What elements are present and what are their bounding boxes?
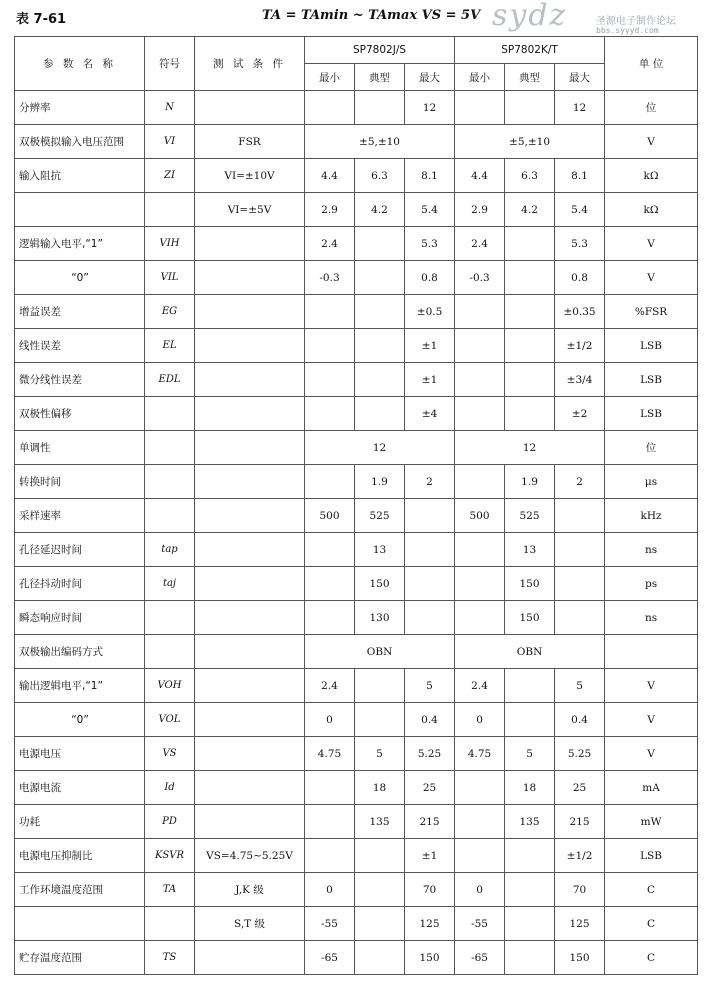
test-condition bbox=[195, 261, 305, 295]
header-min: 最小 bbox=[455, 64, 505, 91]
param-symbol bbox=[145, 397, 195, 431]
param-name: 瞬态响应时间 bbox=[15, 601, 145, 635]
param-symbol: VOL bbox=[145, 703, 195, 737]
unit-cell: 位 bbox=[605, 431, 698, 465]
param-name: 电源电流 bbox=[15, 771, 145, 805]
spanned-value: 12 bbox=[455, 431, 605, 465]
unit-cell: C bbox=[605, 941, 698, 975]
value-min bbox=[305, 839, 355, 873]
param-symbol: VOH bbox=[145, 669, 195, 703]
table-row bbox=[15, 669, 698, 703]
value-max: 215 bbox=[405, 805, 455, 839]
test-condition bbox=[195, 737, 305, 771]
value-typ bbox=[355, 703, 405, 737]
value-typ bbox=[505, 91, 555, 125]
param-symbol: TS bbox=[145, 941, 195, 975]
value-max: 70 bbox=[555, 873, 605, 907]
unit-cell: ps bbox=[605, 567, 698, 601]
spanned-value: OBN bbox=[455, 635, 605, 669]
value-max bbox=[555, 567, 605, 601]
value-typ bbox=[505, 669, 555, 703]
value-typ bbox=[355, 669, 405, 703]
param-symbol bbox=[145, 465, 195, 499]
param-name: 采样速率 bbox=[15, 499, 145, 533]
value-max bbox=[405, 567, 455, 601]
unit-cell: mA bbox=[605, 771, 698, 805]
table-row bbox=[15, 873, 698, 907]
table-row bbox=[15, 431, 698, 465]
param-symbol: tap bbox=[145, 533, 195, 567]
header-symbol: 符号 bbox=[145, 37, 195, 91]
value-min bbox=[305, 567, 355, 601]
param-symbol bbox=[145, 601, 195, 635]
value-typ: 5 bbox=[505, 737, 555, 771]
value-max: 25 bbox=[555, 771, 605, 805]
value-typ: 13 bbox=[505, 533, 555, 567]
test-condition bbox=[195, 771, 305, 805]
value-max bbox=[405, 601, 455, 635]
header-group2: SP7802K/T bbox=[455, 37, 605, 64]
value-min bbox=[455, 295, 505, 329]
header-param: 参 数 名 称 bbox=[15, 37, 145, 91]
spanned-value: 12 bbox=[305, 431, 455, 465]
spanned-value: ±5,±10 bbox=[305, 125, 455, 159]
value-max: ±1 bbox=[405, 363, 455, 397]
param-symbol: N bbox=[145, 91, 195, 125]
table-row bbox=[15, 397, 698, 431]
value-min: -0.3 bbox=[455, 261, 505, 295]
test-condition bbox=[195, 465, 305, 499]
value-typ: 5 bbox=[355, 737, 405, 771]
value-max: ±0.5 bbox=[405, 295, 455, 329]
value-typ bbox=[355, 363, 405, 397]
value-typ bbox=[505, 941, 555, 975]
param-symbol: Id bbox=[145, 771, 195, 805]
value-max: ±4 bbox=[405, 397, 455, 431]
unit-cell: V bbox=[605, 125, 698, 159]
unit-cell: kΩ bbox=[605, 159, 698, 193]
table-row bbox=[15, 703, 698, 737]
value-typ bbox=[355, 873, 405, 907]
param-symbol: ZI bbox=[145, 159, 195, 193]
value-typ bbox=[505, 227, 555, 261]
param-name: 增益误差 bbox=[15, 295, 145, 329]
value-max bbox=[405, 533, 455, 567]
param-name bbox=[15, 193, 145, 227]
param-name: 功耗 bbox=[15, 805, 145, 839]
value-typ bbox=[355, 839, 405, 873]
value-max: ±2 bbox=[555, 397, 605, 431]
value-typ: 18 bbox=[355, 771, 405, 805]
spec-table bbox=[14, 36, 698, 975]
value-min bbox=[455, 91, 505, 125]
value-max: 5.4 bbox=[555, 193, 605, 227]
param-symbol bbox=[145, 193, 195, 227]
value-min bbox=[455, 839, 505, 873]
unit-cell: V bbox=[605, 737, 698, 771]
param-name: 线性误差 bbox=[15, 329, 145, 363]
watermark-logo bbox=[488, 2, 705, 38]
value-min bbox=[455, 771, 505, 805]
value-typ: 18 bbox=[505, 771, 555, 805]
value-max: 5.25 bbox=[405, 737, 455, 771]
table-row bbox=[15, 227, 698, 261]
param-symbol: PD bbox=[145, 805, 195, 839]
param-name: 双极性偏移 bbox=[15, 397, 145, 431]
unit-cell: C bbox=[605, 907, 698, 941]
value-typ bbox=[355, 329, 405, 363]
table-row bbox=[15, 941, 698, 975]
header-max: 最大 bbox=[555, 64, 605, 91]
value-min bbox=[455, 329, 505, 363]
value-typ: 4.2 bbox=[505, 193, 555, 227]
value-min: 4.75 bbox=[455, 737, 505, 771]
value-max: 125 bbox=[405, 907, 455, 941]
value-min: -65 bbox=[305, 941, 355, 975]
value-max: 5 bbox=[555, 669, 605, 703]
value-typ bbox=[355, 907, 405, 941]
value-max bbox=[555, 533, 605, 567]
value-max: 0.8 bbox=[555, 261, 605, 295]
value-typ: 150 bbox=[355, 567, 405, 601]
value-typ bbox=[505, 839, 555, 873]
spanned-value: OBN bbox=[305, 635, 455, 669]
value-min: 0 bbox=[455, 873, 505, 907]
table-row bbox=[15, 193, 698, 227]
value-max: 70 bbox=[405, 873, 455, 907]
value-typ bbox=[505, 703, 555, 737]
value-min: 4.4 bbox=[305, 159, 355, 193]
value-min: 2.9 bbox=[305, 193, 355, 227]
unit-cell: ns bbox=[605, 601, 698, 635]
unit-cell: mW bbox=[605, 805, 698, 839]
value-typ: 4.2 bbox=[355, 193, 405, 227]
test-condition bbox=[195, 941, 305, 975]
param-symbol bbox=[145, 499, 195, 533]
table-row bbox=[15, 91, 698, 125]
unit-cell: V bbox=[605, 227, 698, 261]
table-row bbox=[15, 499, 698, 533]
value-min: 2.4 bbox=[455, 227, 505, 261]
value-typ: 150 bbox=[505, 601, 555, 635]
test-condition: VS=4.75~5.25V bbox=[195, 839, 305, 873]
value-min: -55 bbox=[305, 907, 355, 941]
header-typ: 典型 bbox=[355, 64, 405, 91]
table-row bbox=[15, 805, 698, 839]
value-typ: 150 bbox=[505, 567, 555, 601]
value-max bbox=[555, 601, 605, 635]
param-name: 转换时间 bbox=[15, 465, 145, 499]
value-min: 0 bbox=[305, 873, 355, 907]
site-name: 圣源电子制作论坛 bbox=[596, 16, 676, 27]
value-typ: 6.3 bbox=[355, 159, 405, 193]
table-row bbox=[15, 771, 698, 805]
value-min bbox=[455, 363, 505, 397]
value-min: 500 bbox=[305, 499, 355, 533]
test-condition: VI=±5V bbox=[195, 193, 305, 227]
value-min: -65 bbox=[455, 941, 505, 975]
test-condition bbox=[195, 295, 305, 329]
value-max: 5.25 bbox=[555, 737, 605, 771]
table-row bbox=[15, 261, 698, 295]
test-condition bbox=[195, 567, 305, 601]
param-name: 输出逻辑电平,“1” bbox=[15, 669, 145, 703]
value-max: 0.4 bbox=[555, 703, 605, 737]
value-min bbox=[305, 329, 355, 363]
value-min: 2.4 bbox=[305, 227, 355, 261]
param-name: 微分线性误差 bbox=[15, 363, 145, 397]
header-min: 最小 bbox=[305, 64, 355, 91]
value-min bbox=[305, 533, 355, 567]
value-max: ±3/4 bbox=[555, 363, 605, 397]
test-condition bbox=[195, 227, 305, 261]
value-typ: 13 bbox=[355, 533, 405, 567]
test-condition: S,T 级 bbox=[195, 907, 305, 941]
value-max: ±0.35 bbox=[555, 295, 605, 329]
value-min bbox=[455, 397, 505, 431]
value-min bbox=[305, 91, 355, 125]
unit-cell bbox=[605, 635, 698, 669]
unit-cell: LSB bbox=[605, 839, 698, 873]
value-min bbox=[305, 601, 355, 635]
value-typ: 1.9 bbox=[505, 465, 555, 499]
test-condition bbox=[195, 397, 305, 431]
test-condition bbox=[195, 431, 305, 465]
value-typ: 135 bbox=[505, 805, 555, 839]
value-typ: 1.9 bbox=[355, 465, 405, 499]
value-min: 2.9 bbox=[455, 193, 505, 227]
param-name: 双极输出编码方式 bbox=[15, 635, 145, 669]
test-conditions: TA = TAmin ~ TAmax VS = 5V bbox=[262, 8, 481, 23]
value-max: ±1 bbox=[405, 839, 455, 873]
table-row bbox=[15, 635, 698, 669]
unit-cell: %FSR bbox=[605, 295, 698, 329]
value-max: 150 bbox=[405, 941, 455, 975]
value-max: 8.1 bbox=[405, 159, 455, 193]
param-symbol bbox=[145, 431, 195, 465]
value-min: 2.4 bbox=[305, 669, 355, 703]
unit-cell: kHz bbox=[605, 499, 698, 533]
value-min bbox=[455, 567, 505, 601]
value-min: -0.3 bbox=[305, 261, 355, 295]
test-condition bbox=[195, 363, 305, 397]
param-symbol bbox=[145, 635, 195, 669]
value-max: 8.1 bbox=[555, 159, 605, 193]
value-min bbox=[305, 363, 355, 397]
value-typ bbox=[505, 873, 555, 907]
param-name: 电源电压抑制比 bbox=[15, 839, 145, 873]
param-symbol: taj bbox=[145, 567, 195, 601]
param-name: 逻辑输入电平,“1” bbox=[15, 227, 145, 261]
param-symbol: VI bbox=[145, 125, 195, 159]
param-symbol: KSVR bbox=[145, 839, 195, 873]
value-typ: 135 bbox=[355, 805, 405, 839]
param-name: 贮存温度范围 bbox=[15, 941, 145, 975]
table-row bbox=[15, 907, 698, 941]
test-condition bbox=[195, 635, 305, 669]
value-typ bbox=[505, 363, 555, 397]
param-name: 输入阻抗 bbox=[15, 159, 145, 193]
value-max: 0.8 bbox=[405, 261, 455, 295]
value-max: 0.4 bbox=[405, 703, 455, 737]
value-min bbox=[305, 805, 355, 839]
unit-cell: kΩ bbox=[605, 193, 698, 227]
value-min bbox=[305, 397, 355, 431]
value-min: 0 bbox=[455, 703, 505, 737]
value-max: 5.4 bbox=[405, 193, 455, 227]
value-min: 500 bbox=[455, 499, 505, 533]
table-row bbox=[15, 533, 698, 567]
table-row bbox=[15, 295, 698, 329]
value-typ bbox=[505, 397, 555, 431]
value-typ: 6.3 bbox=[505, 159, 555, 193]
table-row bbox=[15, 363, 698, 397]
param-name bbox=[15, 907, 145, 941]
value-max: 150 bbox=[555, 941, 605, 975]
page-header bbox=[0, 0, 705, 36]
header-typ: 典型 bbox=[505, 64, 555, 91]
test-condition: J,K 级 bbox=[195, 873, 305, 907]
table-row bbox=[15, 465, 698, 499]
value-max: 5.3 bbox=[555, 227, 605, 261]
value-max: 125 bbox=[555, 907, 605, 941]
logo-text: sydz bbox=[492, 0, 568, 33]
value-typ: 525 bbox=[505, 499, 555, 533]
value-min bbox=[305, 771, 355, 805]
test-condition: VI=±10V bbox=[195, 159, 305, 193]
test-condition: FSR bbox=[195, 125, 305, 159]
value-min bbox=[305, 465, 355, 499]
param-symbol: VS bbox=[145, 737, 195, 771]
value-typ: 525 bbox=[355, 499, 405, 533]
value-min bbox=[455, 533, 505, 567]
value-max: 12 bbox=[555, 91, 605, 125]
test-condition bbox=[195, 601, 305, 635]
header-group1: SP7802J/S bbox=[305, 37, 455, 64]
table-row bbox=[15, 125, 698, 159]
test-condition bbox=[195, 329, 305, 363]
param-symbol: TA bbox=[145, 873, 195, 907]
table-row bbox=[15, 601, 698, 635]
unit-cell: LSB bbox=[605, 329, 698, 363]
unit-cell: μs bbox=[605, 465, 698, 499]
table-row bbox=[15, 567, 698, 601]
value-typ bbox=[505, 907, 555, 941]
table-row bbox=[15, 159, 698, 193]
value-max: 25 bbox=[405, 771, 455, 805]
value-typ bbox=[355, 941, 405, 975]
value-min: 4.4 bbox=[455, 159, 505, 193]
value-typ bbox=[355, 91, 405, 125]
unit-cell: C bbox=[605, 873, 698, 907]
param-symbol: EG bbox=[145, 295, 195, 329]
value-max: ±1/2 bbox=[555, 329, 605, 363]
spanned-value: ±5,±10 bbox=[455, 125, 605, 159]
value-typ: 130 bbox=[355, 601, 405, 635]
value-max: 12 bbox=[405, 91, 455, 125]
value-typ bbox=[505, 295, 555, 329]
value-min: 2.4 bbox=[455, 669, 505, 703]
param-symbol: EDL bbox=[145, 363, 195, 397]
param-name: 电源电压 bbox=[15, 737, 145, 771]
unit-cell: LSB bbox=[605, 363, 698, 397]
header-max: 最大 bbox=[405, 64, 455, 91]
value-min: 4.75 bbox=[305, 737, 355, 771]
value-typ bbox=[355, 261, 405, 295]
param-symbol: VIH bbox=[145, 227, 195, 261]
value-min: -55 bbox=[455, 907, 505, 941]
value-max bbox=[405, 499, 455, 533]
unit-cell: LSB bbox=[605, 397, 698, 431]
param-symbol: VIL bbox=[145, 261, 195, 295]
test-condition bbox=[195, 499, 305, 533]
unit-cell: V bbox=[605, 669, 698, 703]
param-name: “0” bbox=[15, 261, 145, 295]
unit-cell: ns bbox=[605, 533, 698, 567]
value-min: 0 bbox=[305, 703, 355, 737]
param-name: 孔径延迟时间 bbox=[15, 533, 145, 567]
test-condition bbox=[195, 669, 305, 703]
header-test: 测 试 条 件 bbox=[195, 37, 305, 91]
unit-cell: V bbox=[605, 703, 698, 737]
table-row bbox=[15, 839, 698, 873]
table-row bbox=[15, 329, 698, 363]
param-name: 孔径抖动时间 bbox=[15, 567, 145, 601]
value-typ bbox=[355, 397, 405, 431]
param-name: “0” bbox=[15, 703, 145, 737]
value-max: 2 bbox=[405, 465, 455, 499]
param-name: 双极模拟输入电压范围 bbox=[15, 125, 145, 159]
value-max bbox=[555, 499, 605, 533]
table-number: 表 7-61 bbox=[16, 12, 67, 27]
table-row bbox=[15, 737, 698, 771]
value-min bbox=[455, 465, 505, 499]
test-condition bbox=[195, 533, 305, 567]
unit-cell: V bbox=[605, 261, 698, 295]
value-typ bbox=[505, 329, 555, 363]
value-max: ±1/2 bbox=[555, 839, 605, 873]
param-name: 分辨率 bbox=[15, 91, 145, 125]
value-min bbox=[305, 295, 355, 329]
test-condition bbox=[195, 91, 305, 125]
param-name: 工作环境温度范围 bbox=[15, 873, 145, 907]
value-max: 5 bbox=[405, 669, 455, 703]
test-condition bbox=[195, 703, 305, 737]
unit-cell: 位 bbox=[605, 91, 698, 125]
value-typ bbox=[505, 261, 555, 295]
value-max: 215 bbox=[555, 805, 605, 839]
test-condition bbox=[195, 805, 305, 839]
header-unit: 单 位 bbox=[605, 37, 698, 91]
value-typ bbox=[355, 227, 405, 261]
param-symbol: EL bbox=[145, 329, 195, 363]
param-symbol bbox=[145, 907, 195, 941]
value-max: ±1 bbox=[405, 329, 455, 363]
value-typ bbox=[355, 295, 405, 329]
param-name: 单调性 bbox=[15, 431, 145, 465]
value-max: 5.3 bbox=[405, 227, 455, 261]
value-max: 2 bbox=[555, 465, 605, 499]
value-min bbox=[455, 601, 505, 635]
value-min bbox=[455, 805, 505, 839]
site-url: bbs.syyyd.com bbox=[596, 26, 659, 35]
